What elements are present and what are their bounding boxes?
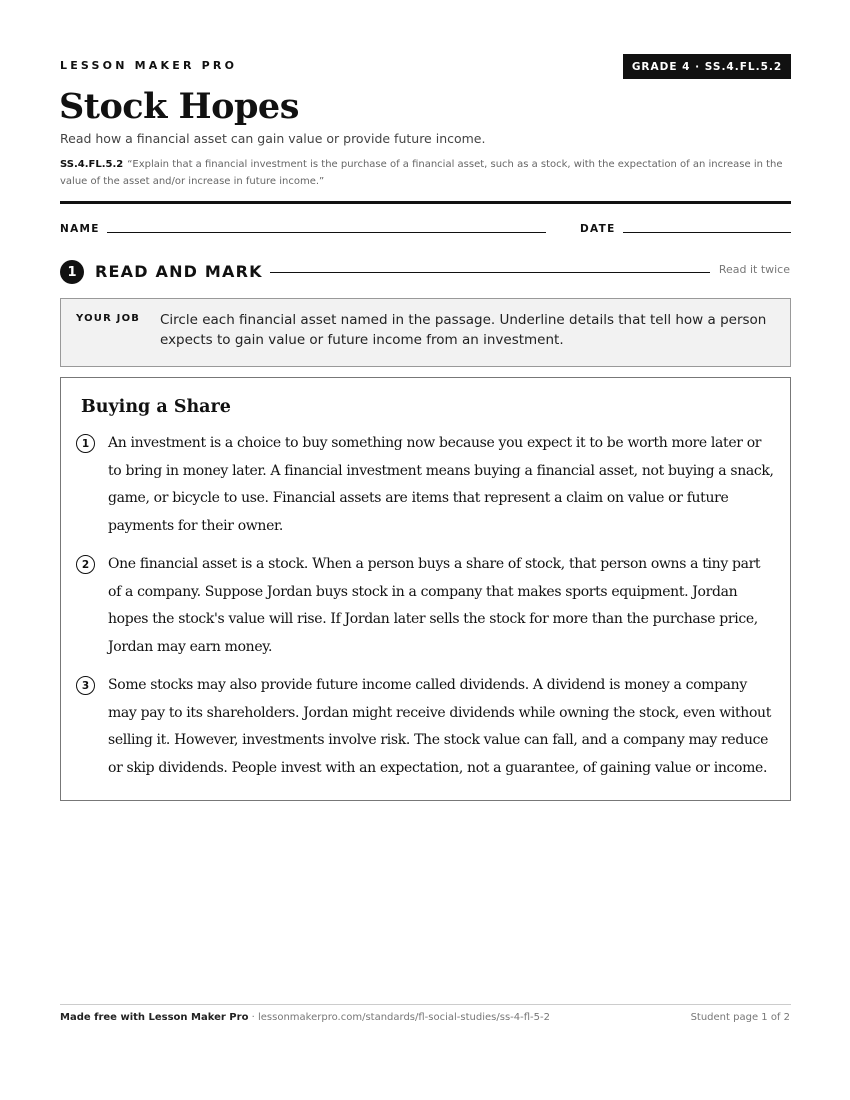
date-field[interactable]: [623, 232, 791, 233]
brand-name: LESSON MAKER PRO: [60, 59, 238, 72]
paragraph: One financial asset is a stock. When a person buys a share of stock, that person owns a tiny part of a company. Suppose Jordan buys stock in a company that makes sports equipment. Jordan hopes the stock's value will rise. If Jordan later sells the stock for more than the purchase price, Jordan may earn money.: [108, 556, 761, 655]
passage-title: Buying a Share: [81, 397, 231, 417]
footer-page-number: Student page 1 of 2: [690, 1012, 790, 1023]
page-subtitle: Read how a financial asset can gain value or provide future income.: [60, 131, 486, 146]
footer-credit: [60, 1012, 550, 1023]
grade-badge: GRADE 4 · SS.4.FL.5.2: [623, 54, 791, 79]
paragraph: Some stocks may also provide future income called dividends. A dividend is money a company may pay to its shareholders. Jordan might receive dividends while owning the stock, even without selling it. However, investments involve risk. The stock value can fall, and a company may reduce or skip dividends. People invest with an expectation, not a guarantee, of gaining value or income.: [108, 677, 771, 776]
footer-made-with: Made free with Lesson Maker Pro: [60, 1012, 249, 1023]
paragraph-number: 2: [76, 555, 95, 574]
header-divider: [60, 201, 791, 204]
section-number-badge: 1: [60, 260, 84, 284]
name-field[interactable]: [107, 232, 546, 233]
paragraph-number: 1: [76, 434, 95, 453]
footer-separator: ·: [248, 1012, 258, 1023]
footer-divider: [60, 1004, 791, 1005]
paragraph: An investment is a choice to buy something now because you expect it to be worth more later or to bring in money later. A financial investment means buying a financial asset, not buying a snack, game, or bicycle to use. Financial assets are items that represent a claim on value or future payments for their owner.: [108, 435, 774, 534]
section-title: READ AND MARK: [95, 262, 263, 281]
paragraph-number: 3: [76, 676, 95, 695]
section-divider: [270, 272, 710, 273]
standard-code: SS.4.FL.5.2: [60, 159, 124, 170]
date-label: DATE: [580, 223, 616, 235]
standard-description: [60, 156, 785, 190]
standard-text: “Explain that a financial investment is the purchase of a financial asset, such as a stock, with the expectation of an increase in the value of the asset and/or increase in future income.”: [60, 159, 783, 187]
footer-url[interactable]: lessonmakerpro.com/standards/fl-social-studies/ss-4-fl-5-2: [257, 1012, 550, 1023]
job-instructions-box: [60, 298, 791, 367]
page-title: Stock Hopes: [59, 86, 299, 127]
reading-passage: [60, 377, 791, 801]
job-label: YOUR JOB: [76, 313, 141, 324]
name-label: NAME: [60, 223, 100, 235]
section-note: Read it twice: [718, 263, 790, 276]
job-text: Circle each financial asset named in the passage. Underline details that tell how a person expects to gain value or future income from an investment.: [160, 312, 767, 348]
